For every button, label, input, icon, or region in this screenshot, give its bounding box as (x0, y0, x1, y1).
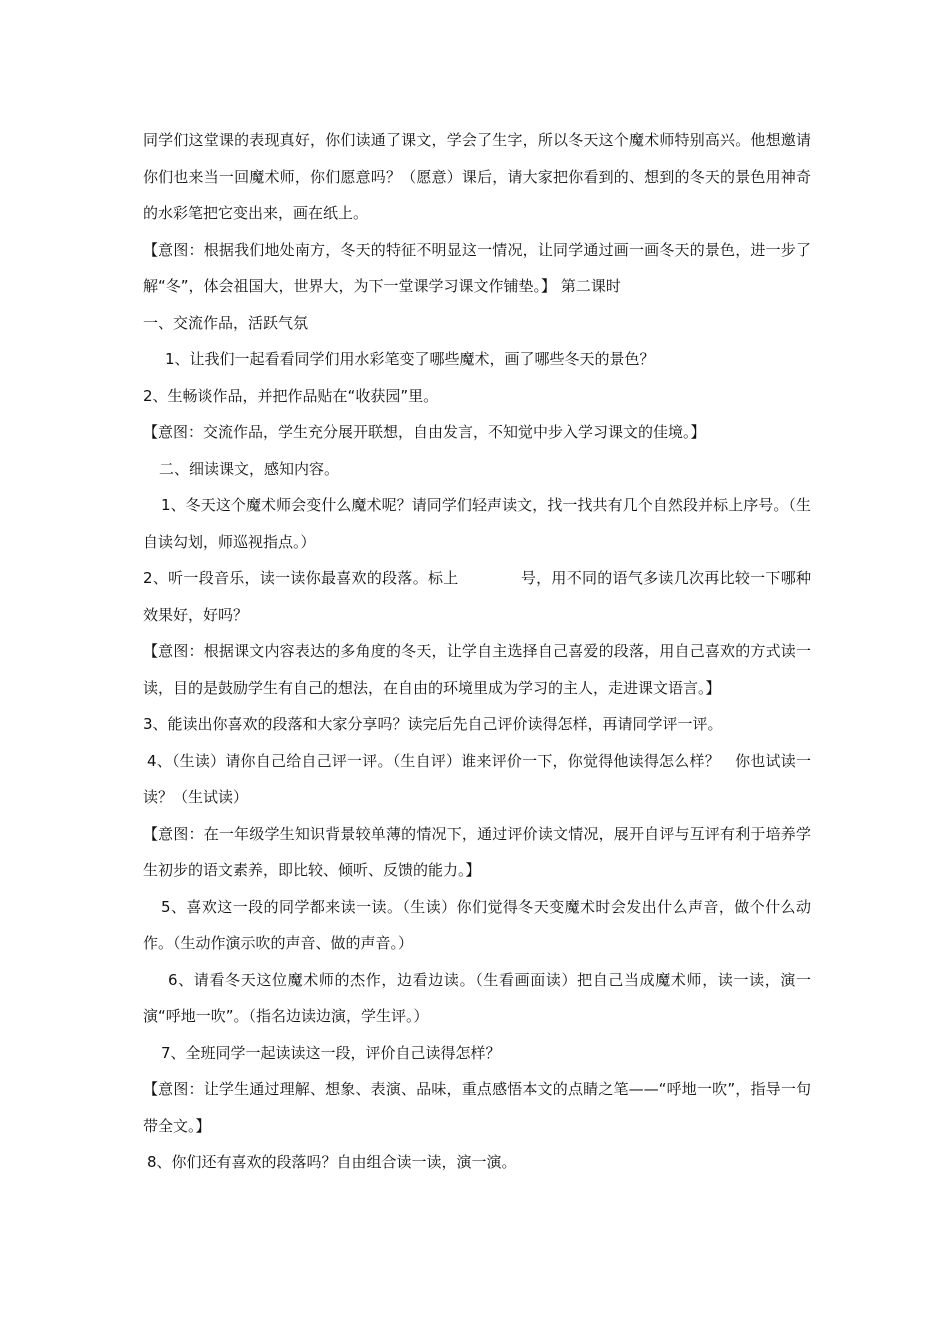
step-2-2-part-2: 号，用不同的语气多读几次再比较一下哪种效果好，好吗？ (143, 569, 811, 624)
step-2-2-part-1: 2、听一段音乐，读一读你最喜欢的段落。标上 (143, 569, 459, 587)
paragraph-step-2-7: 7、全班同学一起读读这一段，评价自己读得怎样？ (161, 1043, 501, 1062)
paragraph-step-1-1: 1、让我们一起看看同学们用水彩笔变了哪些魔术，画了哪些冬天的景色？ (165, 350, 655, 368)
paragraph-step-2-6: 6、请看冬天这位魔术师的杰作，边看边读。（生看画面读）把自己当成魔术师，读一读，演一演“呼地一吹”。（指名边读边演，学生评。） (143, 970, 811, 1025)
paragraph-summary: 同学们这堂课的表现真好，你们读通了课文，学会了生字，所以冬天这个魔术师特别高兴。他想邀请你们也来当一回魔术师，你们愿意吗？（愿意）课后，请大家把你看到的、想到的冬天的景色用神奇的水彩笔把它变出来，画在纸上。 (143, 131, 811, 222)
section-heading-1: 一、交流作品，活跃气氛 (143, 313, 309, 332)
paragraph-step-2-5: 5、喜欢这一段的同学都来读一读。（生读）你们觉得冬天变魔术时会发出什么声音，做个什么动作。（生动作演示吹的声音、做的声音。） (143, 897, 811, 952)
paragraph-intent-3: 【意图：根据课文内容表达的多角度的冬天，让学自主选择自己喜爱的段落，用自己喜欢的方式读一读，目的是鼓励学生有自己的想法，在自由的环境里成为学习的主人，走进课文语言。】 (143, 642, 811, 697)
paragraph-intent-5: 【意图：让学生通过理解、想象、表演、品味，重点感悟本文的点睛之笔——“呼地一吹”，指导一句带全文。】 (143, 1080, 811, 1135)
paragraph-step-2-2 (143, 560, 811, 633)
paragraph-step-2-4: 4、（生读）请你自己给自己评一评。（生自评）谁来评价一下，你觉得他读得怎么样？ 你也试读一读？（生试读） (143, 751, 811, 806)
paragraph-step-1-2: 2、生畅谈作品，并把作品贴在“收获园”里。 (143, 386, 439, 405)
paragraph-step-2-8: 8、你们还有喜欢的段落吗？自由组合读一读，演一演。 (147, 1153, 517, 1171)
document-body (143, 122, 811, 1181)
paragraph-step-2-3: 3、能读出你喜欢的段落和大家分享吗？读完后先自己评价读得怎样，再请同学评一评。 (143, 715, 723, 733)
paragraph-intent-4: 【意图：在一年级学生知识背景较单薄的情况下，通过评价读文情况，展开自评与互评有利于培养学生初步的语文素养，即比较、倾听、反馈的能力。】 (143, 824, 811, 879)
paragraph-intent-2: 【意图：交流作品，学生充分展开联想，自由发言，不知觉中步入学习课文的佳境。】 (143, 423, 706, 441)
section-heading-2: 二、细读课文，感知内容。 (159, 459, 340, 478)
paragraph-step-2-1: 1、冬天这个魔术师会变什么魔术呢？请同学们轻声读文，找一找共有几个自然段并标上序号。（生自读勾划，师巡视指点。） (143, 496, 811, 551)
paragraph-intent-1: 【意图：根据我们地处南方，冬天的特征不明显这一情况，让同学通过画一画冬天的景色，进一步了解“冬”，体会祖国大，世界大，为下一堂课学习课文作铺垫。】 第二课时 (143, 240, 811, 295)
